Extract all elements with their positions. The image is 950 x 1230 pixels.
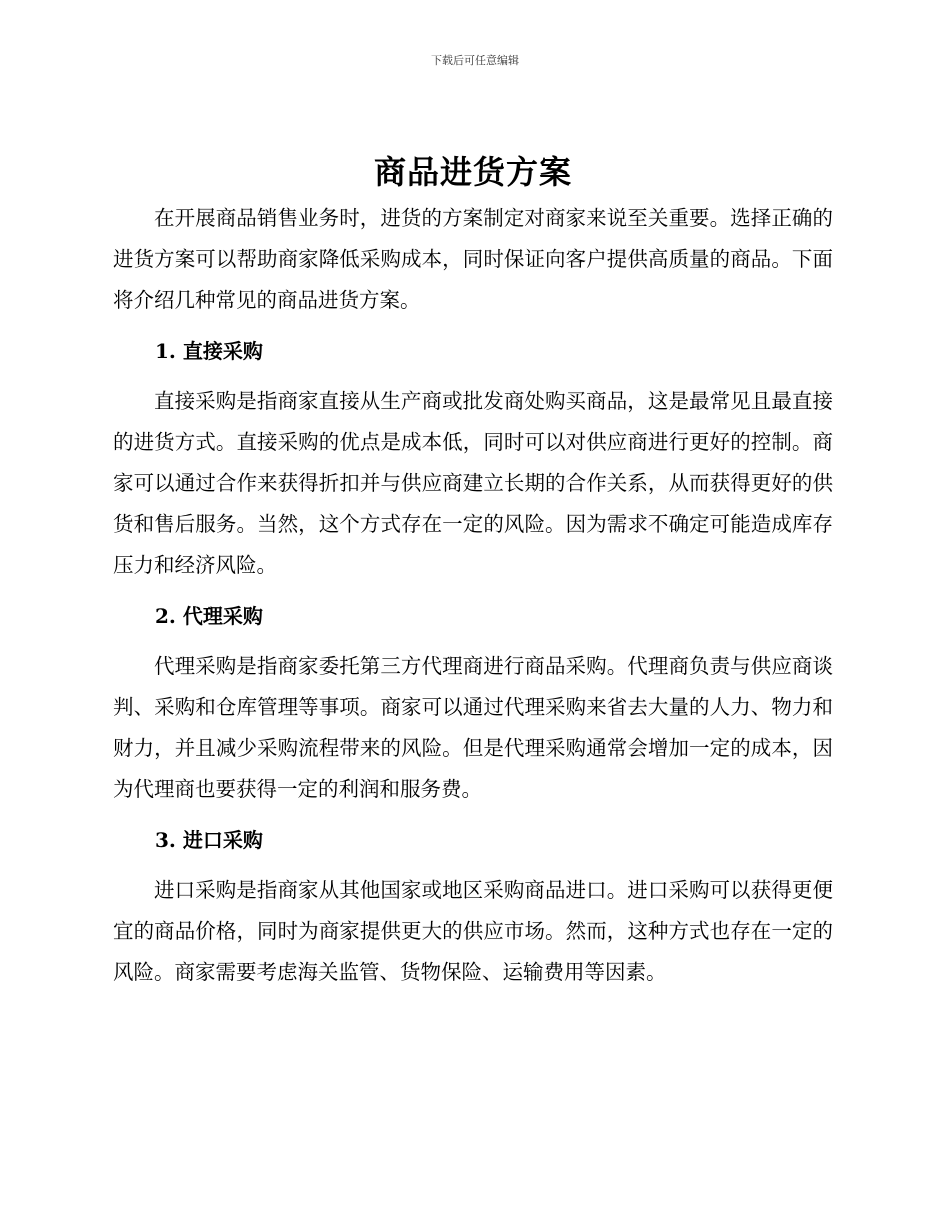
intro-paragraph: 在开展商品销售业务时，进货的方案制定对商家来说至关重要。选择正确的进货方案可以帮助商家降低采购成本，同时保证向客户提供高质量的商品。下面将介绍几种常见的商品进货方案。 (113, 206, 833, 312)
document-title: 商品进货方案 (373, 153, 572, 191)
section-body-agent-purchase: 代理采购是指商家委托第三方代理商进行商品采购。代理商负责与供应商谈判、采购和仓库管理等事项。商家可以通过代理采购来省去大量的人力、物力和财力，并且减少采购流程带来的风险。但是代理采购通常会增加一定的成本，因为代理商也要获得一定的利润和服务费。 (113, 654, 833, 801)
section-heading-import-purchase: 3. 进口采购 (155, 828, 263, 852)
section-heading-agent-purchase: 2. 代理采购 (155, 604, 263, 628)
section-heading-direct-purchase: 1. 直接采购 (155, 339, 263, 363)
document-content (113, 150, 833, 993)
header-note: 下载后可任意编辑 (431, 54, 519, 67)
section-body-import-purchase: 进口采购是指商家从其他国家或地区采购商品进口。进口采购可以获得更便宜的商品价格，同时为商家提供更大的供应市场。然而，这种方式也存在一定的风险。商家需要考虑海关监管、货物保险、运输费用等因素。 (113, 878, 833, 984)
section-body-direct-purchase: 直接采购是指商家直接从生产商或批发商处购买商品，这是最常见且最直接的进货方式。直接采购的优点是成本低，同时可以对供应商进行更好的控制。商家可以通过合作来获得折扣并与供应商建立长期的合作关系，从而获得更好的供货和售后服务。当然，这个方式存在一定的风险。因为需求不确定可能造成库存压力和经济风险。 (113, 389, 833, 577)
